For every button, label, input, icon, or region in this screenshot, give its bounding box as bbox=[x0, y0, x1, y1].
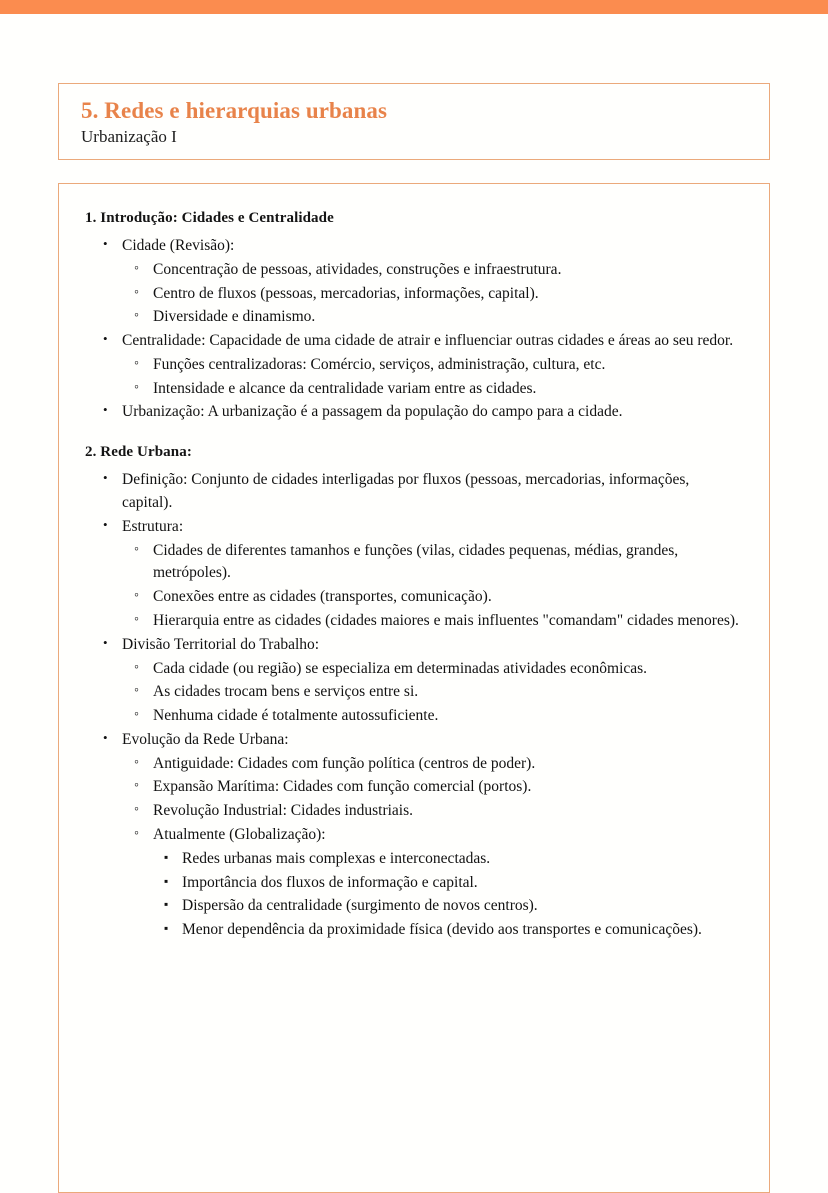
list-item bbox=[122, 469, 743, 515]
list-item-text: ▪ Menor dependência da proximidade física (devido aos transportes e comunicações). bbox=[182, 921, 702, 939]
list-item-text: • Estrutura: bbox=[122, 517, 184, 535]
list-item-text: ▪ Importância dos fluxos de informação e capital. bbox=[182, 873, 478, 891]
list-item-text: ◦ As cidades trocam bens e serviços entre si. bbox=[153, 683, 419, 701]
list-item bbox=[153, 705, 743, 728]
list-item bbox=[153, 259, 743, 282]
content-section bbox=[85, 210, 743, 424]
list-item-text: ◦ Concentração de pessoas, atividades, construções e infraestrutura. bbox=[153, 260, 562, 278]
list-item-text: ◦ Hierarquia entre as cidades (cidades maiores e mais influentes "comandam" cidades menores). bbox=[153, 611, 739, 629]
list-item-text: ◦ Revolução Industrial: Cidades industriais. bbox=[153, 802, 414, 820]
title-card bbox=[58, 83, 770, 160]
list-item-text: ▪ Redes urbanas mais complexas e interconectadas. bbox=[182, 849, 491, 867]
list-item-text: ◦ Cidades de diferentes tamanhos e funções (vilas, cidades pequenas, médias, grandes, metrópoles). bbox=[153, 541, 679, 582]
list-item bbox=[153, 378, 743, 401]
list-item-text: ◦ Diversidade e dinamismo. bbox=[153, 308, 316, 326]
list-item bbox=[182, 919, 743, 942]
list-item-text: ◦ Antiguidade: Cidades com função política (centros de poder). bbox=[153, 754, 536, 772]
bullet-list-level-2 bbox=[122, 354, 743, 401]
list-item bbox=[153, 681, 743, 704]
list-item-text: ◦ Intensidade e alcance da centralidade variam entre as cidades. bbox=[153, 379, 537, 397]
list-item-text: ▪ Dispersão da centralidade (surgimento de novos centros). bbox=[182, 897, 538, 915]
bullet-list-level-2 bbox=[122, 259, 743, 329]
list-item bbox=[182, 872, 743, 895]
list-item bbox=[153, 753, 743, 776]
list-item bbox=[122, 634, 743, 728]
content-section bbox=[85, 444, 743, 942]
list-item bbox=[122, 401, 743, 424]
list-item-text: ◦ Atualmente (Globalização): bbox=[153, 825, 326, 843]
list-item bbox=[122, 235, 743, 329]
list-item-text: • Definição: Conjunto de cidades interligadas por fluxos (pessoas, mercadorias, informações, capital). bbox=[122, 471, 690, 512]
page-subtitle: Urbanização I bbox=[81, 127, 177, 147]
section-heading: 2. Rede Urbana: bbox=[85, 444, 192, 461]
list-item-text: ◦ Funções centralizadoras: Comércio, serviços, administração, cultura, etc. bbox=[153, 355, 606, 373]
bullet-list-level-2 bbox=[122, 540, 743, 633]
content-card bbox=[58, 183, 770, 1193]
bullet-list-level-1 bbox=[85, 469, 743, 942]
list-item bbox=[182, 895, 743, 918]
list-item bbox=[153, 800, 743, 823]
list-item-text: ◦ Expansão Marítima: Cidades com função comercial (portos). bbox=[153, 778, 532, 796]
list-item-text: • Evolução da Rede Urbana: bbox=[122, 730, 289, 748]
list-item bbox=[153, 283, 743, 306]
list-item bbox=[153, 610, 743, 633]
list-item bbox=[122, 516, 743, 633]
list-item-text: ◦ Cada cidade (ou região) se especializa em determinadas atividades econômicas. bbox=[153, 659, 648, 677]
list-item-text: • Centralidade: Capacidade de uma cidade de atrair e influenciar outras cidades e áreas ao seu redor. bbox=[122, 332, 734, 350]
list-item-text: • Divisão Territorial do Trabalho: bbox=[122, 635, 320, 653]
list-item bbox=[153, 776, 743, 799]
list-item bbox=[122, 330, 743, 400]
list-item-text: ◦ Centro de fluxos (pessoas, mercadorias, informações, capital). bbox=[153, 284, 539, 302]
list-item-text: ◦ Nenhuma cidade é totalmente autossuficiente. bbox=[153, 707, 439, 725]
list-item bbox=[153, 354, 743, 377]
bullet-list-level-2 bbox=[122, 753, 743, 942]
list-item bbox=[153, 586, 743, 609]
list-item bbox=[122, 729, 743, 942]
top-accent-bar bbox=[0, 0, 828, 14]
list-item-text: • Cidade (Revisão): bbox=[122, 237, 235, 254]
sections-container bbox=[85, 210, 743, 942]
list-item bbox=[153, 306, 743, 329]
bullet-list-level-2 bbox=[122, 658, 743, 728]
list-item-text: ◦ Conexões entre as cidades (transportes, comunicação). bbox=[153, 588, 492, 606]
list-item-text: • Urbanização: A urbanização é a passagem da população do campo para a cidade. bbox=[122, 403, 623, 421]
list-item bbox=[153, 658, 743, 681]
bullet-list-level-1 bbox=[85, 235, 743, 424]
section-heading: 1. Introdução: Cidades e Centralidade bbox=[85, 210, 334, 226]
list-item bbox=[153, 540, 743, 586]
bullet-list-level-3 bbox=[153, 848, 743, 942]
page-title: 5. Redes e hierarquias urbanas bbox=[81, 98, 388, 123]
list-item bbox=[153, 824, 743, 942]
list-item bbox=[182, 848, 743, 871]
